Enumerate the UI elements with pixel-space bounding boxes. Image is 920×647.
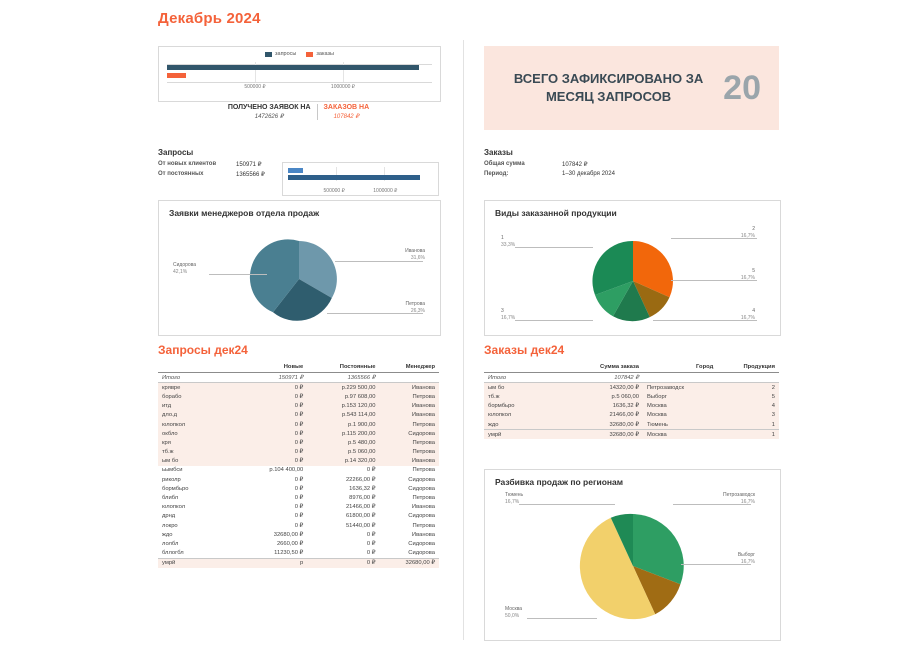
orders-summary-title: Заказы xyxy=(484,148,513,157)
th-city: Город xyxy=(643,362,717,373)
legend-item-orders xyxy=(306,51,334,57)
cell-name: умрй xyxy=(484,430,568,440)
mini-tick-1m: 1000000 ₽ xyxy=(373,188,398,194)
cell-manager: 32680,00 ₽ xyxy=(379,558,439,568)
regions-pie-title: Разбивка продаж по регионам xyxy=(495,477,624,487)
table-row xyxy=(158,512,439,521)
cell-regular: 21466,00 ₽ xyxy=(345,504,376,511)
table-row xyxy=(158,438,439,447)
total-product xyxy=(717,373,779,383)
received-requests-cell xyxy=(222,104,318,120)
mini-bar-new xyxy=(288,168,303,173)
received-summary xyxy=(158,104,439,130)
cell-manager: Иванова xyxy=(379,411,439,420)
bar-chart-plot xyxy=(167,62,432,90)
table-row xyxy=(484,402,779,411)
cell-new: 0 ₽ xyxy=(242,448,307,457)
bar-chart-legend xyxy=(159,47,440,57)
cell-city: Выборг xyxy=(643,392,717,401)
cell-regular: 1636,32 ₽ xyxy=(349,485,376,492)
cell-name: риколр xyxy=(162,476,181,483)
cell-regular: 0 ₽ xyxy=(366,540,376,547)
cell-regular: 0 ₽ xyxy=(366,550,376,557)
tick-label-1m: 1000000 ₽ xyxy=(330,84,355,90)
cell-regular: 8976,00 ₽ xyxy=(349,495,376,502)
cell-name: кря xyxy=(158,438,242,447)
requests-new-key: От новых клиентов xyxy=(158,161,217,167)
cell-manager: Петрова xyxy=(412,467,435,474)
cell-new: 0 ₽ xyxy=(242,402,307,411)
cell-manager: Петрова xyxy=(379,420,439,429)
cell-name: тб.ж xyxy=(484,392,568,401)
orders-period-value: 1–30 декабря 2024 xyxy=(562,171,615,177)
cell-name: борабо xyxy=(158,392,242,401)
cell-sum: 21466,00 ₽ xyxy=(568,411,643,420)
requests-regular-value: 1365566 ₽ xyxy=(236,172,265,178)
cell-regular: р.229 500,00 xyxy=(307,383,379,393)
table-row xyxy=(158,429,439,438)
cell-name: ым бо xyxy=(484,383,568,393)
cell-manager: Сидорова xyxy=(379,429,439,438)
pie-label-type1: 1 33,3% xyxy=(501,235,516,248)
table-row xyxy=(484,383,779,393)
cell-new: 2660,00 ₽ xyxy=(276,540,304,547)
cell-regular: 0 ₽ xyxy=(366,467,376,474)
pie-label-moscow: Москва 50,0% xyxy=(505,606,523,619)
cell-regular: р.5 060,00 xyxy=(307,448,379,457)
received-requests-value: 1472626 ₽ xyxy=(254,114,284,120)
column-divider xyxy=(463,40,464,640)
cell-regular: 0 ₽ xyxy=(307,558,379,568)
cell-new: 0 ₽ xyxy=(242,392,307,401)
mini-tick-500k: 500000 ₽ xyxy=(323,188,345,194)
table-row xyxy=(158,420,439,429)
legend-swatch-requests xyxy=(265,52,272,57)
orders-period-row xyxy=(484,171,779,177)
cell-new: 0 ₽ xyxy=(242,457,307,466)
leader-ivanova xyxy=(335,261,423,262)
table-row xyxy=(484,430,779,440)
cell-sum: 14320,00 ₽ xyxy=(568,383,643,393)
cell-regular: р.5 480,00 xyxy=(307,438,379,447)
cell-name: бормбьро xyxy=(162,485,189,492)
cell-city: Тюмень xyxy=(643,420,717,430)
th-name xyxy=(158,362,242,373)
total-manager xyxy=(379,373,439,383)
cell-manager: Сидорова xyxy=(408,485,435,492)
cell-sum: 32680,00 ₽ xyxy=(568,430,643,440)
pie-label-type3: 3 16,7% xyxy=(501,308,516,321)
th-manager: Менеджер xyxy=(379,362,439,373)
cell-manager: Иванова xyxy=(411,531,435,538)
cell-name: бормбьро xyxy=(484,402,568,411)
cell-regular: 22266,00 ₽ xyxy=(345,476,376,483)
table-row-total xyxy=(158,373,439,383)
requests-mini-bar-chart xyxy=(282,162,439,196)
cell-name: блибл xyxy=(162,495,179,502)
orders-period-key: Период: xyxy=(484,171,509,177)
cell-name: итд xyxy=(158,402,242,411)
table-row xyxy=(158,493,439,502)
pie-label-petrova: Петрова 26,3% xyxy=(405,301,425,314)
pie-label-tyumen: Тюмень 16,7% xyxy=(505,492,524,505)
tick-label-500k: 500000 ₽ xyxy=(244,84,266,90)
table-row xyxy=(158,549,439,559)
regions-pie-holder xyxy=(485,470,780,640)
cell-manager: Иванова xyxy=(379,402,439,411)
total-label: Итого xyxy=(484,373,568,383)
table-row xyxy=(158,448,439,457)
total-requests-callout xyxy=(484,46,779,130)
requests-table-title: Запросы дек24 xyxy=(158,343,248,357)
cell-name: ым бо xyxy=(158,457,242,466)
cell-new: 0 ₽ xyxy=(294,485,304,492)
orders-table xyxy=(484,362,779,439)
cell-city: Москва xyxy=(643,402,717,411)
requests-regular-key: От постоянных xyxy=(158,171,204,177)
pie-label-vyborg: Выборг 16,7% xyxy=(737,552,755,565)
table-row xyxy=(158,503,439,512)
cell-manager: Иванова xyxy=(379,383,439,393)
cell-manager: Иванова xyxy=(379,457,439,466)
cell-new: 0 ₽ xyxy=(294,504,304,511)
product-types-pie-panel xyxy=(484,200,781,336)
cell-name: лолбл xyxy=(162,540,179,547)
th-regular: Постоянные xyxy=(307,362,379,373)
cell-new: 0 ₽ xyxy=(242,383,307,393)
received-orders-value: 107842 ₽ xyxy=(333,114,360,120)
cell-manager: Петрова xyxy=(379,448,439,457)
table-row xyxy=(158,383,439,393)
cell-manager: Петрова xyxy=(412,495,435,502)
cell-manager: Сидорова xyxy=(408,476,435,483)
pie-label-type5: 5 16,7% xyxy=(740,268,755,281)
th-name xyxy=(484,362,568,373)
pie-label-petrozavodsk: Петрозаводск 16,7% xyxy=(723,492,755,505)
cell-name: ждо xyxy=(484,420,568,430)
requests-mini-bars xyxy=(288,167,433,183)
received-orders-label: ЗАКАЗОВ НА xyxy=(323,104,370,111)
cell-name: тб.ж xyxy=(158,448,242,457)
total-city xyxy=(643,373,717,383)
cell-manager: Сидорова xyxy=(408,513,435,520)
legend-label-requests: запросы xyxy=(275,51,297,57)
table-row xyxy=(484,420,779,430)
cell-sum: р.5 060,00 xyxy=(568,392,643,401)
cell-name: бллогбл xyxy=(162,550,184,557)
cell-name: локро xyxy=(162,522,178,529)
product-types-pie-holder xyxy=(485,201,780,335)
table-row xyxy=(158,484,439,493)
pie-label-ivanova: Иванова 31,6% xyxy=(405,248,425,261)
page-title: Декабрь 2024 xyxy=(158,10,261,27)
cell-new: 0 ₽ xyxy=(294,513,304,520)
managers-pie-panel xyxy=(158,200,441,336)
managers-pie-holder xyxy=(159,201,440,335)
cell-new: р.104 400,00 xyxy=(269,467,304,474)
total-label: Итого xyxy=(158,373,242,383)
cell-manager: Петрова xyxy=(379,392,439,401)
product-types-pie-title: Виды заказанной продукции xyxy=(495,208,617,218)
received-requests-label: ПОЛУЧЕНО ЗАЯВОК НА xyxy=(227,104,311,111)
managers-pie-title: Заявки менеджеров отдела продаж xyxy=(169,208,320,218)
table-row xyxy=(158,402,439,411)
total-new: 150971 ₽ xyxy=(242,373,307,383)
cell-regular: р.97 608,00 xyxy=(307,392,379,401)
requests-summary-title: Запросы xyxy=(158,148,194,157)
cell-regular: р.543 114,00 xyxy=(307,411,379,420)
table-row xyxy=(158,466,439,475)
total-sum: 107842 ₽ xyxy=(568,373,643,383)
pie-label-type4: 4 16,7% xyxy=(740,308,755,321)
cell-new: 0 ₽ xyxy=(294,476,304,483)
legend-swatch-orders xyxy=(306,52,313,57)
cell-product: 4 xyxy=(717,402,779,411)
cell-manager: Сидорова xyxy=(408,550,435,557)
cell-city: Петрозаводск xyxy=(643,383,717,393)
table-row xyxy=(158,392,439,401)
total-requests-text: ВСЕГО ЗАФИКСИРОВАНО ЗА МЕСЯЦ ЗАПРОСОВ xyxy=(513,71,704,104)
cell-name: ьымбси xyxy=(162,467,183,474)
cell-name: юлопкол xyxy=(158,420,242,429)
cell-regular: 51440,00 ₽ xyxy=(345,522,376,529)
cell-name: юлопкол xyxy=(162,504,186,511)
cell-regular: р.1 900,00 xyxy=(307,420,379,429)
th-new: Новые xyxy=(242,362,307,373)
regions-pie-panel xyxy=(484,469,781,641)
table-row xyxy=(158,521,439,530)
cell-new: 0 ₽ xyxy=(294,495,304,502)
cell-product: 3 xyxy=(717,411,779,420)
table-row xyxy=(158,457,439,466)
pie-label-sidorova: Сидорова 42,1% xyxy=(173,262,197,275)
cell-name: дрнд xyxy=(162,513,176,520)
requests-summary-block xyxy=(158,148,439,194)
table-row-total xyxy=(484,373,779,383)
table-row xyxy=(158,411,439,420)
table-row xyxy=(158,475,439,484)
legend-item-requests xyxy=(265,51,296,57)
cell-name: окбло xyxy=(158,429,242,438)
mini-bar-regular xyxy=(288,175,420,180)
cell-name: ждо xyxy=(162,531,173,538)
cell-new: 0 ₽ xyxy=(294,522,304,529)
cell-manager: Петрова xyxy=(379,438,439,447)
table-row xyxy=(158,530,439,539)
requests-table xyxy=(158,362,439,568)
cell-new: 0 ₽ xyxy=(242,429,307,438)
cell-new: 0 ₽ xyxy=(242,411,307,420)
orders-total-row xyxy=(484,161,779,168)
cell-manager: Иванова xyxy=(411,504,435,511)
cell-product: 1 xyxy=(717,420,779,430)
cell-regular: р.153 120,00 xyxy=(307,402,379,411)
cell-new: 32680,00 ₽ xyxy=(273,531,304,538)
cell-name: крявре xyxy=(158,383,242,393)
cell-new: 0 ₽ xyxy=(242,420,307,429)
cell-regular: 61800,00 ₽ xyxy=(345,513,376,520)
cell-name: дло.д xyxy=(158,411,242,420)
cell-city: Москва xyxy=(643,430,717,440)
requests-new-value: 150971 ₽ xyxy=(236,162,262,168)
bar-orders xyxy=(167,73,186,78)
total-regular: 1365566 ₽ xyxy=(307,373,379,383)
orders-summary-block xyxy=(484,148,779,194)
table-row xyxy=(158,558,439,568)
cell-sum: 32680,00 ₽ xyxy=(568,420,643,430)
cell-new: 11230,50 ₽ xyxy=(274,550,304,557)
cell-regular: р.14 320,00 xyxy=(307,457,379,466)
table-row xyxy=(158,539,439,548)
cell-name: юлопкол xyxy=(484,411,568,420)
cell-regular: р.115 200,00 xyxy=(307,429,379,438)
orders-total-key: Общая сумма xyxy=(484,161,525,167)
cell-manager: Сидорова xyxy=(408,540,435,547)
requests-orders-bar-chart xyxy=(158,46,441,102)
cell-sum: 1636,32 ₽ xyxy=(568,402,643,411)
th-product: Продукция xyxy=(717,362,779,373)
cell-product: 5 xyxy=(717,392,779,401)
table-header-row xyxy=(484,362,779,373)
table-header-row xyxy=(158,362,439,373)
cell-product: 2 xyxy=(717,383,779,393)
cell-product: 1 xyxy=(717,430,779,440)
cell-city: Москва xyxy=(643,411,717,420)
cell-new: р xyxy=(242,558,307,568)
orders-table-title: Заказы дек24 xyxy=(484,343,565,357)
bar-requests xyxy=(167,65,419,70)
table-row xyxy=(484,392,779,401)
legend-label-orders: заказы xyxy=(316,51,334,57)
total-requests-number: 20 xyxy=(723,68,761,107)
received-orders-cell xyxy=(318,104,376,120)
th-sum: Сумма заказа xyxy=(568,362,643,373)
cell-new: 0 ₽ xyxy=(242,438,307,447)
axis-bottom xyxy=(167,82,432,83)
orders-total-value: 107842 ₽ xyxy=(562,162,588,168)
cell-manager: Петрова xyxy=(412,522,435,529)
pie-label-type2: 2 16,7% xyxy=(740,226,755,239)
cell-name: умрй xyxy=(158,558,242,568)
cell-regular: 0 ₽ xyxy=(366,531,376,538)
table-row xyxy=(484,411,779,420)
